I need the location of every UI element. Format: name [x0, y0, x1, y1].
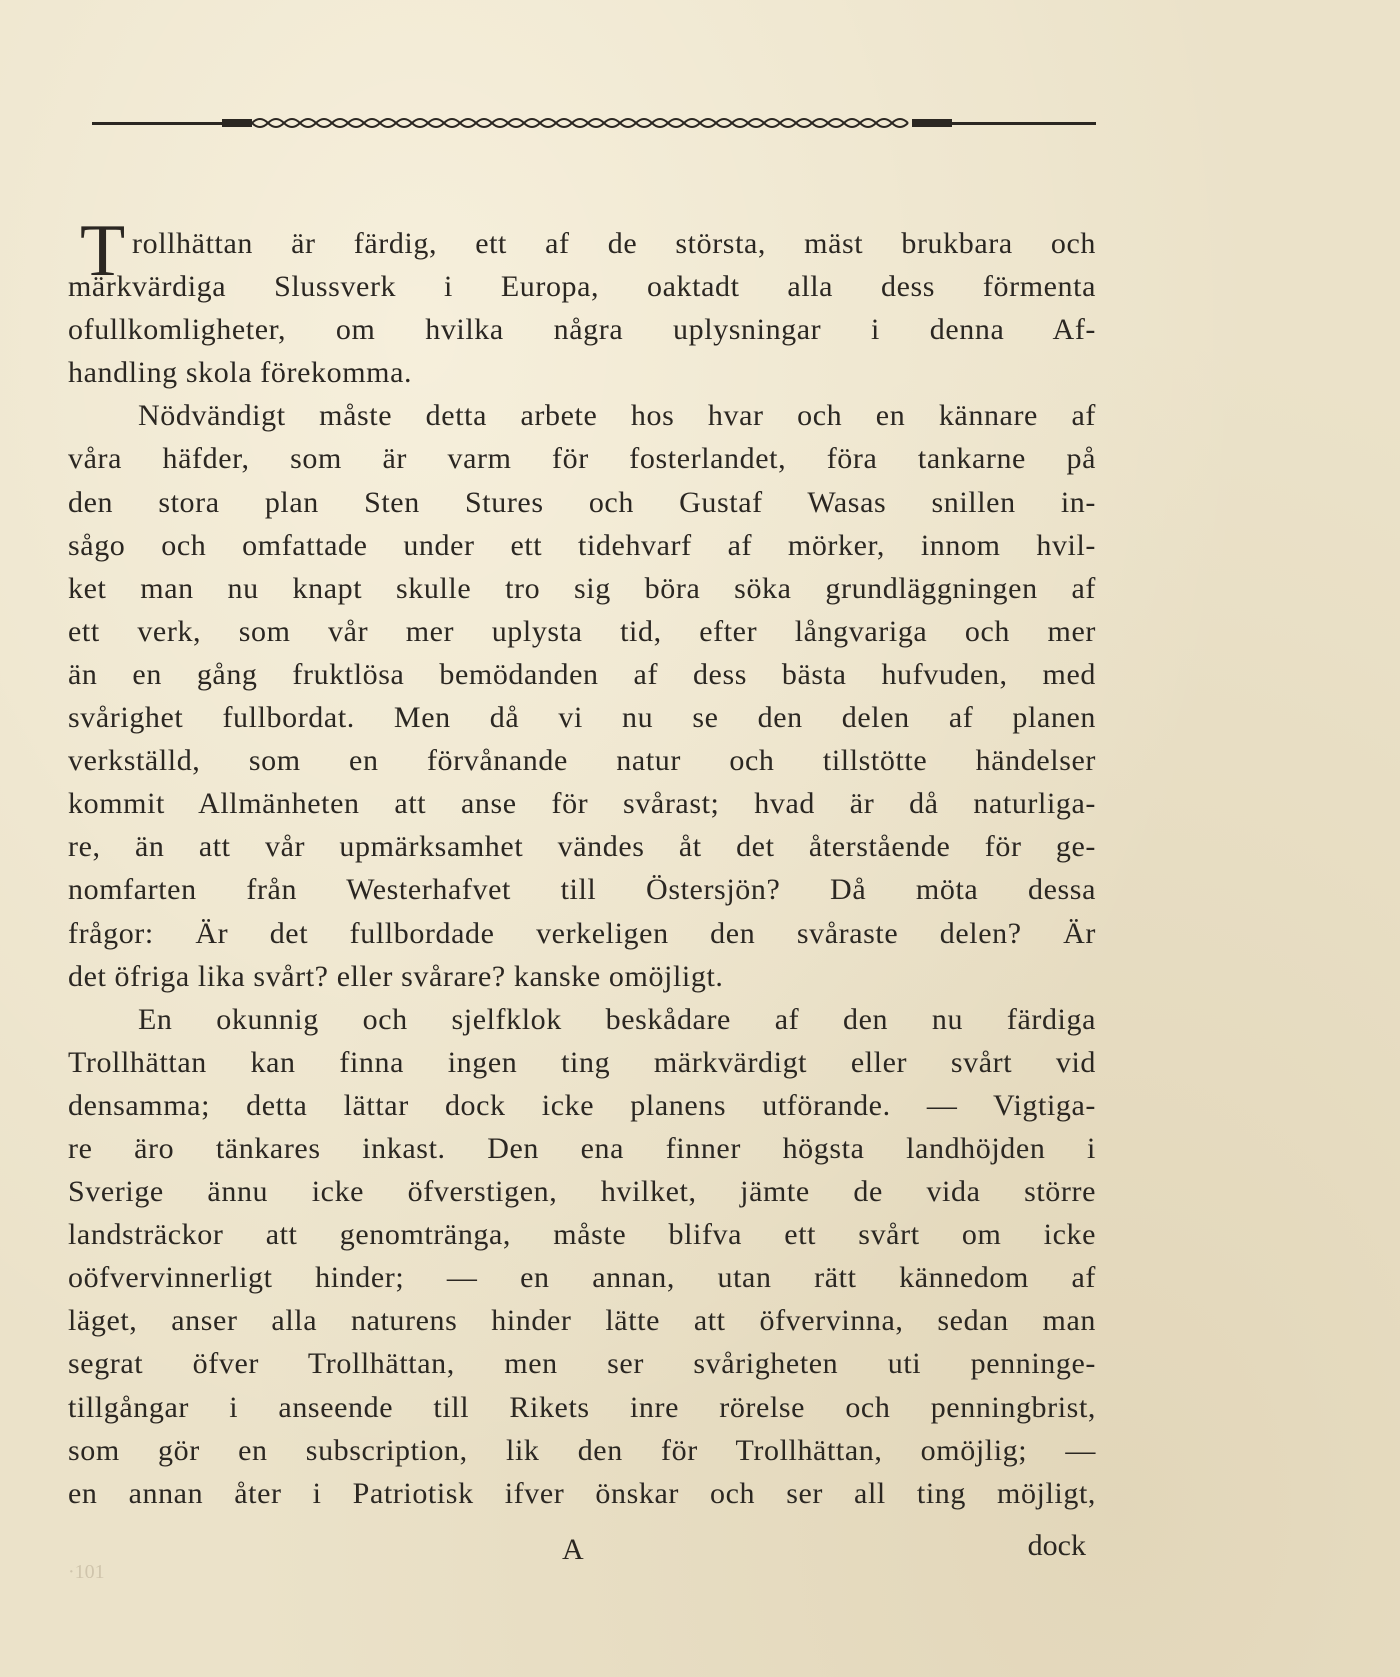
text-line: än en gång fruktlösa bemödanden af dess bästa hufvuden, med — [68, 657, 1096, 691]
text-line: sågo och omfattade under ett tidehvarf af mörker, innom hvil- — [68, 528, 1096, 562]
body-text — [68, 210, 1096, 1515]
text-line: det öfriga lika svårt? eller svårare? kanske omöjligt. — [68, 959, 724, 993]
text-line: landsträckor att genomtränga, måste blifva ett svårt om icke — [68, 1218, 1096, 1252]
text-line: En okunnig och sjelfklok beskådare af den nu färdiga — [138, 1002, 1096, 1036]
text-line: kommit Allmänheten att anse för svårast; hvad är då naturliga- — [68, 787, 1096, 821]
text-line: tillgångar i anseende till Rikets inre rörelse och penningbrist, — [68, 1390, 1096, 1424]
text-line: ket man nu knapt skulle tro sig böra söka grundläggningen af — [68, 571, 1096, 605]
drop-cap: T — [80, 210, 126, 292]
text-line: Nödvändigt måste detta arbete hos hvar och en kännare af — [138, 399, 1096, 433]
text-line: segrat öfver Trollhättan, men ser svårigheten uti penninge- — [68, 1347, 1096, 1381]
text-line: Sverige ännu icke öfverstigen, hvilket, jämte de vida större — [68, 1175, 1096, 1209]
text-line: re äro tänkares inkast. Den ena finner högsta landhöjden i — [68, 1131, 1096, 1165]
text-line: svårighet fullbordat. Men då vi nu se den delen af planen — [68, 701, 1096, 735]
text-line: läget, anser alla naturens hinder lätte att öfvervinna, sedan man — [68, 1304, 1096, 1338]
third-paragraph — [68, 998, 1096, 1515]
first-paragraph — [68, 210, 1096, 394]
text-line: en annan åter i Patriotisk ifver önskar och ser all ting möjligt, — [68, 1476, 1096, 1510]
faded-page-number: ·101 — [68, 1561, 105, 1583]
second-paragraph — [68, 394, 1096, 997]
text-line: handling skola förekomma. — [68, 356, 413, 390]
signature-mark: A — [562, 1533, 584, 1566]
text-line: rollhättan är färdig, ett af de största, mäst brukbara och — [132, 227, 1096, 260]
page-footer — [68, 1525, 1096, 1583]
text-line: nomfarten från Westerhafvet till Östersjön? Då möta dessa — [68, 873, 1096, 907]
text-line: verkställd, som en förvånande natur och tillstötte händelser — [68, 744, 1096, 778]
text-line: ett verk, som vår mer uplysta tid, efter långvariga och mer — [68, 614, 1096, 648]
ornamental-rule — [92, 112, 1096, 134]
text-line: våra häfder, som är varm för fosterlandet, föra tankarne på — [68, 442, 1096, 476]
text-line: oöfvervinnerligt hinder; — en annan, utan rätt kännedom af — [68, 1261, 1096, 1295]
text-line: Trollhättan kan finna ingen ting märkvärdigt eller svårt vid — [68, 1045, 1096, 1079]
text-line: re, än att vår upmärksamhet vändes åt det återstående för ge- — [68, 830, 1096, 864]
text-line: frågor: Är det fullbordade verkeligen den svåraste delen? Är — [68, 916, 1096, 950]
text-line: märkvärdiga Slussverk i Europa, oaktadt alla dess förmenta — [68, 270, 1096, 304]
text-line: som gör en subscription, lik den för Trollhättan, omöjlig; — — [68, 1433, 1096, 1467]
text-line: densamma; detta lättar dock icke planens utförande. — Vigtiga- — [68, 1088, 1096, 1122]
catchword: dock — [1027, 1529, 1086, 1562]
text-line: ofullkomligheter, om hvilka några uplysningar i denna Af- — [68, 313, 1096, 347]
text-line: den stora plan Sten Stures och Gustaf Wasas snillen in- — [68, 485, 1096, 519]
